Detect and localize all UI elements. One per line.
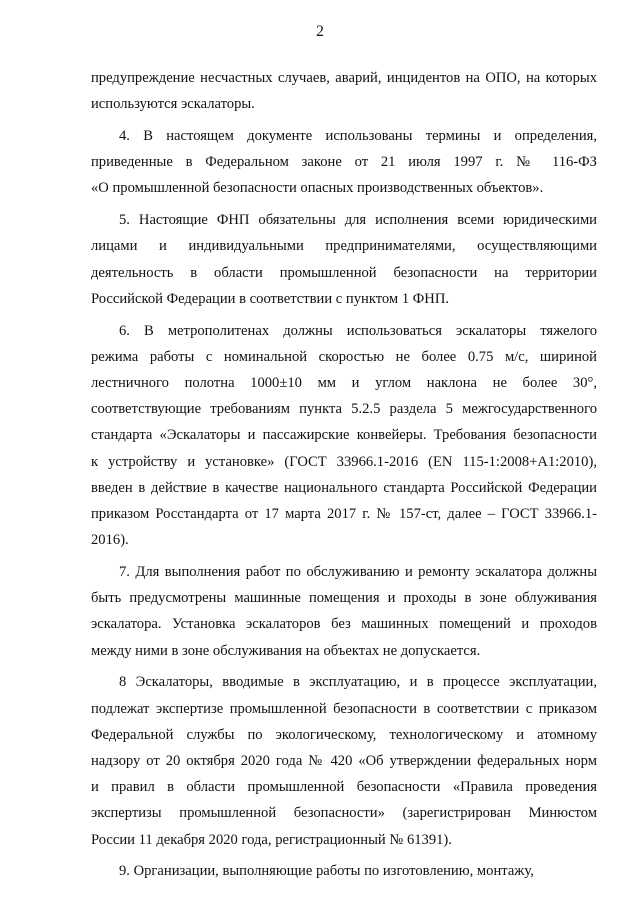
- text-line: 5. Настоящие ФНП обязательны для исполнения всеми юридическими: [119, 212, 597, 229]
- text-line: быть предусмотрены машинные помещения и проходы в зоне облуживания: [91, 590, 597, 607]
- document-body: [91, 65, 597, 890]
- text-line: Российской Федерации в соответствии с пунктом 1 ФНП.: [91, 290, 450, 307]
- text-line: к устройству и установке» (ГОСТ 33966.1-2016 (EN 115-1:2008+A1:2010),: [91, 453, 597, 470]
- paragraph-p9: [91, 858, 597, 884]
- text-line: 6. В метрополитенах должны использоваться эскалаторы тяжелого: [119, 322, 597, 339]
- text-line: между ними в зоне обслуживания на объектах не допускается.: [91, 642, 481, 659]
- text-line: используются эскалаторы.: [91, 96, 255, 113]
- text-line: эскалатора. Установка эскалаторов без машинных помещений и проходов: [91, 616, 597, 633]
- text-line: 9. Организации, выполняющие работы по изготовлению, монтажу,: [119, 863, 534, 880]
- text-line: предупреждение несчастных случаев, аварий, инцидентов на ОПО, на которых: [91, 70, 597, 86]
- paragraph-p6: [91, 318, 597, 554]
- text-line: лицами и индивидуальными предпринимателями, осуществляющими: [91, 238, 597, 255]
- text-line: и правил в области промышленной безопасности «Правила проведения: [91, 779, 597, 796]
- text-line: деятельность в области промышленной безопасности на территории: [91, 264, 597, 281]
- text-line: Федеральной службы по экологическому, технологическому и атомному: [91, 726, 597, 743]
- text-line: 7. Для выполнения работ по обслуживанию и ремонту эскалатора должны: [119, 564, 597, 581]
- text-line: «О промышленной безопасности опасных производственных объектов».: [91, 180, 544, 197]
- text-line: России 11 декабря 2020 года, регистрационный № 61391).: [91, 831, 452, 848]
- paragraph-p5: [91, 207, 597, 312]
- text-line: приказом Росстандарта от 17 марта 2017 г. № 157-ст, далее – ГОСТ 33966.1-: [91, 506, 597, 523]
- text-line: лестничного полотна 1000±10 мм и углом наклона не более 30°,: [91, 375, 597, 392]
- text-line: режима работы с номинальной скоростью не более 0.75 м/с, шириной: [91, 348, 597, 365]
- text-line: соответствующие требованиям пункта 5.2.5 раздела 5 межгосударственного: [91, 401, 597, 418]
- paragraph-p4: [91, 123, 597, 202]
- text-line: надзору от 20 октября 2020 года № 420 «Об утверждении федеральных норм: [91, 753, 597, 770]
- text-line: 2016).: [91, 532, 129, 549]
- text-line: 4. В настоящем документе использованы термины и определения,: [119, 128, 597, 144]
- text-line: введен в действие в качестве национального стандарта Российской Федерации: [91, 479, 597, 496]
- paragraph-p8: [91, 669, 597, 852]
- paragraph-p7: [91, 559, 597, 664]
- text-line: стандарта «Эскалаторы и пассажирские конвейеры. Требования безопасности: [91, 427, 597, 444]
- page-number: 2: [316, 23, 324, 40]
- paragraph-cont: [91, 65, 597, 117]
- text-line: приведенные в Федеральном законе от 21 июля 1997 г. № 116-ФЗ: [91, 154, 597, 171]
- text-line: 8 Эскалаторы, вводимые в эксплуатацию, и в процессе эксплуатации,: [119, 674, 597, 691]
- text-line: подлежат экспертизе промышленной безопасности в соответствии с приказом: [91, 700, 597, 717]
- text-line: экспертизы промышленной безопасности» (зарегистрирован Минюстом: [91, 805, 597, 822]
